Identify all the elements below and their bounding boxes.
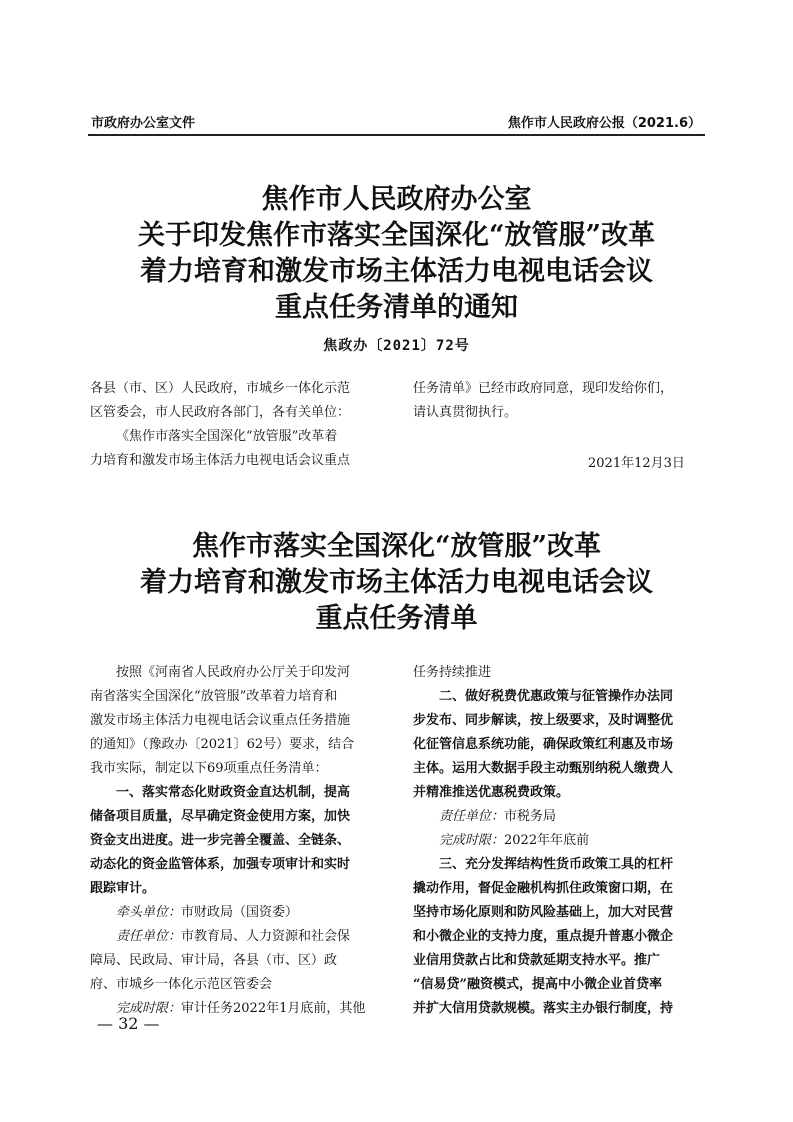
- list-title-line: 焦作市落实全国深化“放管服”改革: [191, 531, 602, 562]
- deadline-row: [413, 829, 713, 853]
- body-line-bold: 资金支出进度。进一步完善全覆盖、全链条、: [90, 833, 351, 848]
- notice-title: [60, 182, 733, 326]
- field-label: 完成时限：: [116, 1001, 182, 1016]
- notice-title-line: 关于印发焦作市落实全国深化“放管服”改革: [137, 220, 656, 251]
- header-right-label: 焦作市人民政府公报（2021.6）: [507, 116, 701, 131]
- body-line-bold: 跟踪审计。: [90, 881, 156, 896]
- body-line-bold: 并精准推送优惠税费政策。: [413, 785, 570, 800]
- body-line-bold: 动态化的资金监管体系，加强专项审计和实时: [90, 857, 351, 872]
- notice-title-line: 焦作市人民政府办公室: [261, 184, 532, 215]
- body-line: 的通知》（豫政办〔2021〕62号）要求，结合: [90, 737, 355, 752]
- body-line: 力培育和激发市场主体活力电视电话会议重点: [90, 453, 351, 468]
- list-body-left: [90, 661, 400, 1021]
- body-line: 我市实际，制定以下69项重点任务清单：: [90, 761, 328, 776]
- body-line: 请认真贯彻执行。: [413, 405, 518, 420]
- body-line-bold: “信易贷”融资模式，提高中小微企业首贷率: [413, 977, 662, 992]
- body-line: 《焦作市落实全国深化“放管服”改革着: [116, 429, 338, 444]
- body-line-bold: 步发布、同步解读，按上级要求，及时调整优: [413, 713, 674, 728]
- body-line-bold: 一、落实常态化财政资金直达机制，提高: [116, 785, 351, 800]
- body-line-bold: 二、做好税费优惠政策与征管操作办法同: [439, 689, 674, 704]
- field-value: 市教育局、人力资源和社会保: [181, 929, 351, 944]
- body-line: 区管委会，市人民政府各部门，各有关单位：: [90, 405, 351, 420]
- field-label: 完成时限：: [439, 833, 505, 848]
- field-label: 责任单位：: [439, 809, 505, 824]
- field-value: 2022年年底前: [504, 833, 590, 848]
- responsible-unit-row: [90, 925, 400, 949]
- body-line-bold: 化征管信息系统功能，确保政策红利惠及市场: [413, 737, 674, 752]
- body-line-bold: 业信用贷款占比和贷款延期支持水平。推广: [413, 953, 661, 968]
- field-value: 市税务局: [504, 809, 557, 824]
- body-line: 按照《河南省人民政府办公厅关于印发河: [116, 665, 351, 680]
- list-title-line: 着力培育和激发市场主体活力电视电话会议: [140, 567, 653, 598]
- notice-title-line: 着力培育和激发市场主体活力电视电话会议: [140, 256, 653, 287]
- responsible-unit-row: [413, 805, 713, 829]
- notice-title-line: 重点任务清单的通知: [275, 292, 518, 323]
- body-line: 激发市场主体活力电视电话会议重点任务措施: [90, 713, 351, 728]
- header-left-label: 市政府办公室文件: [91, 116, 196, 131]
- document-number: 焦政办〔2021〕72号: [323, 338, 470, 354]
- body-line-bold: 撬动作用，督促金融机构抓住政策窗口期，在: [413, 881, 674, 896]
- body-line-bold: 主体。运用大数据手段主动甄别纳税人缴费人: [413, 761, 674, 776]
- page-number: — 32 —: [97, 1014, 160, 1033]
- body-line-bold: 和小微企业的支持力度，重点提升普惠小微企: [413, 929, 674, 944]
- lead-unit-row: [90, 901, 400, 925]
- list-title-line: 重点任务清单: [315, 603, 478, 634]
- field-value: 审计任务2022年1月底前，其他: [181, 1001, 366, 1016]
- body-line: 任务清单》已经市政府同意，现印发给你们，: [413, 381, 674, 396]
- body-line-bold: 三、充分发挥结构性货币政策工具的杠杆: [439, 857, 674, 872]
- body-line: 府、市城乡一体化示范区管委会: [90, 977, 273, 992]
- list-body-right: [413, 661, 713, 1021]
- notice-body-left: [90, 377, 400, 473]
- body-line: 任务持续推进: [413, 665, 492, 680]
- body-line: 障局、民政局、审计局，各县（市、区）政: [90, 953, 338, 968]
- notice-body-right: [413, 377, 713, 425]
- field-label: 责任单位：: [116, 929, 182, 944]
- body-line-bold: 并扩大信用贷款规模。落实主办银行制度，持: [413, 1001, 674, 1016]
- field-value: 市财政局（国资委）: [181, 905, 299, 920]
- issue-date: 2021年12月3日: [588, 456, 685, 471]
- body-line: 各县（市、区）人民政府，市城乡一体化示范: [90, 381, 351, 396]
- list-title: [60, 529, 733, 637]
- field-label: 牵头单位：: [116, 905, 182, 920]
- body-line-bold: 储备项目质量，尽早确定资金使用方案，加快: [90, 809, 351, 824]
- body-line-bold: 坚持市场化原则和防风险基础上，加大对民营: [413, 905, 674, 920]
- body-line: 南省落实全国深化“放管服”改革着力培育和: [90, 689, 338, 704]
- header-rule: [88, 134, 705, 136]
